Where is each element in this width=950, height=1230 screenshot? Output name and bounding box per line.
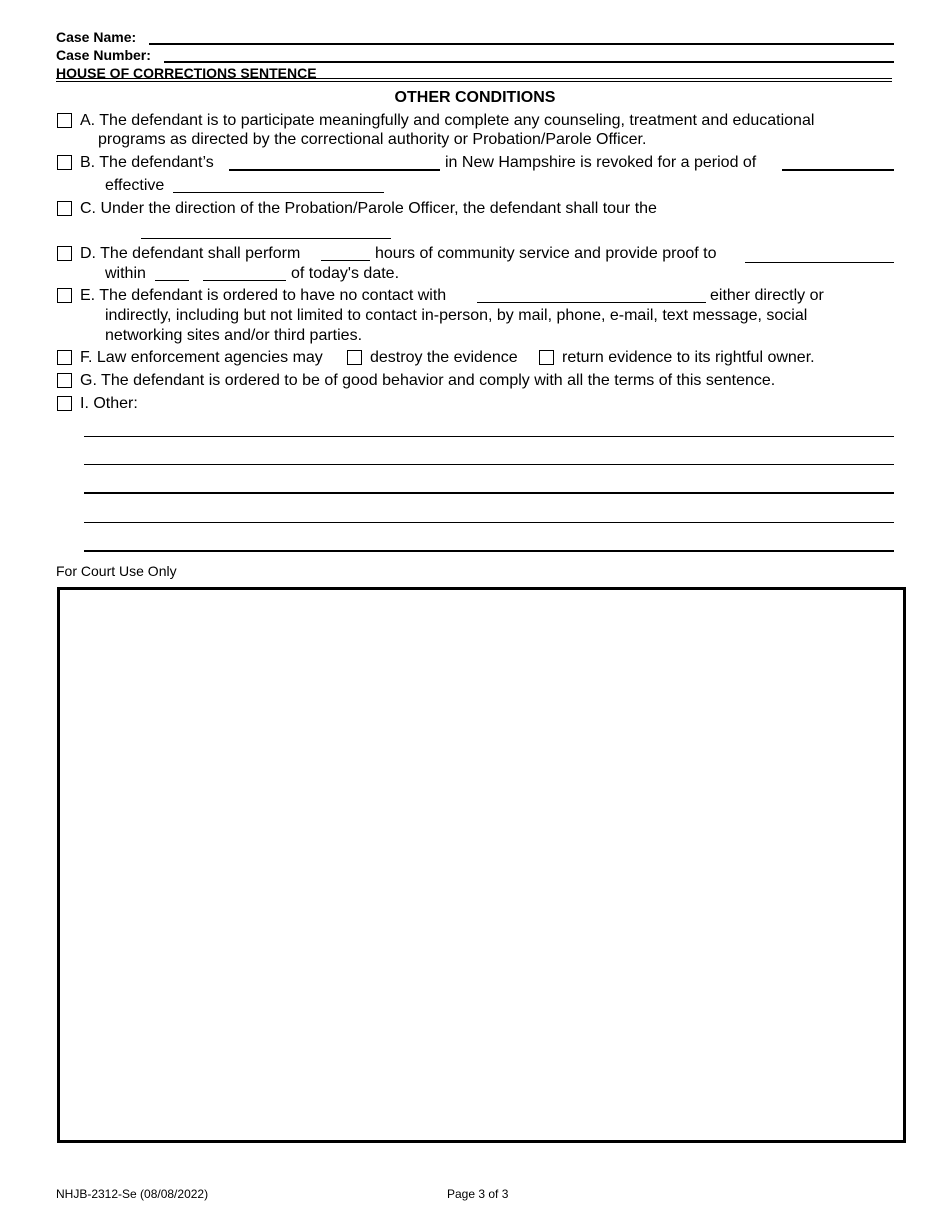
condition-d-checkbox[interactable]: [57, 246, 72, 261]
condition-c-facility-field[interactable]: [141, 238, 391, 239]
condition-e-text-4: networking sites and/or third parties.: [105, 327, 363, 344]
condition-d-proof-to-field[interactable]: [745, 262, 894, 263]
condition-f-destroy-label: destroy the evidence: [370, 349, 518, 366]
condition-e-no-contact-field[interactable]: [477, 302, 706, 303]
case-number-field[interactable]: [164, 61, 894, 63]
condition-d-text-3: within: [105, 265, 146, 282]
case-name-field[interactable]: [149, 43, 894, 45]
condition-f-return-checkbox[interactable]: [539, 350, 554, 365]
condition-e-text-1: E. The defendant is ordered to have no contact with: [80, 287, 447, 304]
condition-g-text-1: G. The defendant is ordered to be of good behavior and comply with all the terms of this sentence.: [80, 372, 776, 389]
condition-e-text-3: indirectly, including but not limited to contact in-person, by mail, phone, e-mail, text message, social: [105, 307, 808, 324]
condition-d-unit-field[interactable]: [203, 280, 286, 281]
form-section-title: HOUSE OF CORRECTIONS SENTENCE: [56, 65, 317, 81]
condition-c-checkbox[interactable]: [57, 201, 72, 216]
condition-c-text-1: C. Under the direction of the Probation/Parole Officer, the defendant shall tour the: [80, 200, 657, 217]
condition-e-text-2: either directly or: [710, 287, 824, 304]
condition-b-effective-field[interactable]: [173, 192, 384, 193]
case-name-label: Case Name:: [56, 29, 137, 45]
condition-b-text-3: effective: [105, 177, 165, 194]
condition-e-checkbox[interactable]: [57, 288, 72, 303]
condition-f-destroy-checkbox[interactable]: [347, 350, 362, 365]
condition-f-checkbox[interactable]: [57, 350, 72, 365]
condition-d-text-2: hours of community service and provide proof to: [375, 245, 717, 262]
condition-f-text-1: F. Law enforcement agencies may: [80, 349, 323, 366]
condition-b-checkbox[interactable]: [57, 155, 72, 170]
condition-d-within-field[interactable]: [155, 280, 189, 281]
condition-f-return-label: return evidence to its rightful owner.: [562, 349, 815, 366]
other-line-2[interactable]: [84, 464, 894, 465]
court-use-box: [57, 587, 906, 1143]
other-line-3[interactable]: [84, 492, 894, 494]
other-line-5[interactable]: [84, 550, 894, 552]
condition-b-license-field[interactable]: [229, 169, 440, 171]
condition-b-text-1: B. The defendant’s: [80, 154, 214, 171]
condition-b-text-2: in New Hampshire is revoked for a period of: [445, 154, 757, 171]
case-number-label: Case Number:: [56, 47, 151, 63]
page-number: Page 3 of 3: [447, 1187, 509, 1201]
condition-d-hours-field[interactable]: [321, 260, 370, 261]
condition-a-checkbox[interactable]: [57, 113, 72, 128]
condition-i-checkbox[interactable]: [57, 396, 72, 411]
condition-d-text-1: D. The defendant shall perform: [80, 245, 301, 262]
condition-b-period-field[interactable]: [782, 169, 894, 171]
page-title: OTHER CONDITIONS: [394, 89, 556, 106]
header-rule-1: [56, 78, 892, 79]
other-line-1[interactable]: [84, 436, 894, 437]
condition-d-text-4: of today's date.: [291, 265, 400, 282]
court-use-label: For Court Use Only: [56, 563, 177, 579]
condition-a-text-2: programs as directed by the correctional authority or Probation/Parole Officer.: [98, 131, 647, 148]
condition-a-text-1: A. The defendant is to participate meaningfully and complete any counseling, treatment and educational: [80, 112, 815, 129]
condition-i-text-1: I. Other:: [80, 395, 138, 412]
condition-g-checkbox[interactable]: [57, 373, 72, 388]
other-line-4[interactable]: [84, 522, 894, 523]
header-rule-2: [56, 81, 892, 82]
form-id: NHJB-2312-Se (08/08/2022): [56, 1187, 209, 1201]
